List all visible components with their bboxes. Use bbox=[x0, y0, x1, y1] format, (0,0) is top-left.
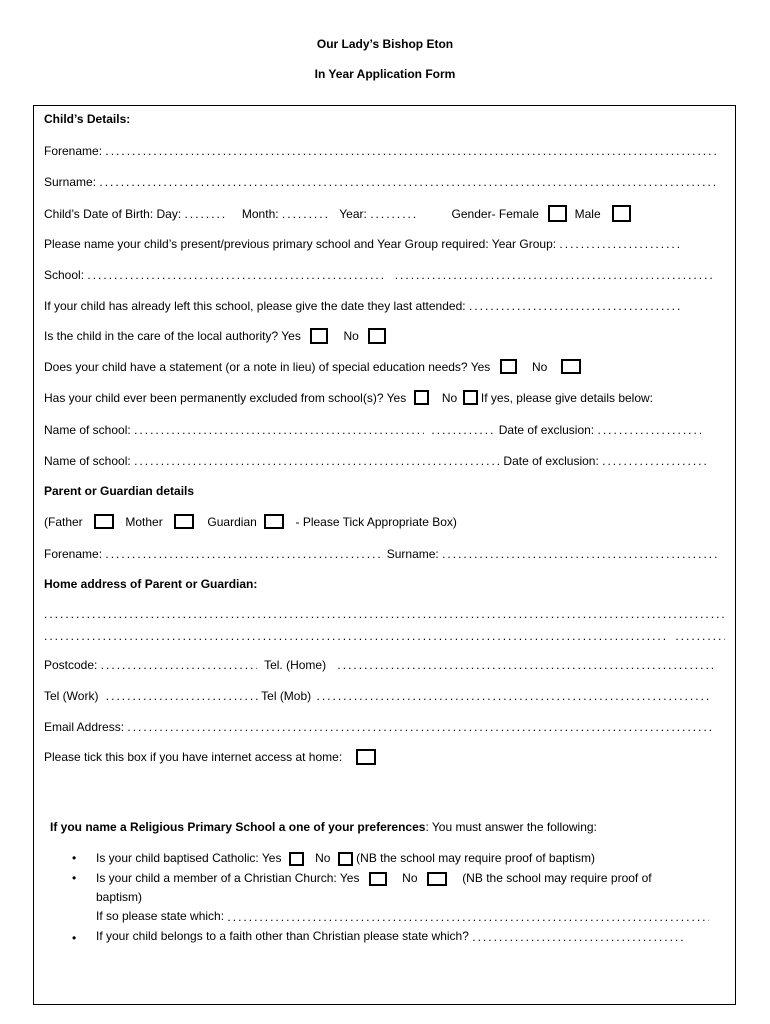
excluded-no-label: No bbox=[441, 390, 458, 405]
exclusion-row-2 bbox=[44, 452, 726, 469]
child-surname-field[interactable] bbox=[99, 174, 715, 190]
child-forename-field[interactable] bbox=[105, 143, 717, 159]
tel-mob-field[interactable] bbox=[317, 688, 711, 704]
excluded-question: Has your child ever been permanently excluded from school(s)? Yes bbox=[44, 390, 407, 405]
internet-checkbox[interactable] bbox=[356, 749, 376, 765]
care-yes-checkbox[interactable] bbox=[310, 328, 328, 344]
school-field-continued[interactable] bbox=[395, 267, 713, 283]
parent-surname-label: Surname: bbox=[386, 546, 439, 561]
guardian-checkbox[interactable] bbox=[264, 514, 284, 529]
christian-note-continued: baptism) bbox=[96, 890, 143, 904]
sen-no-checkbox[interactable] bbox=[561, 359, 581, 374]
guardian-label: Guardian bbox=[207, 514, 257, 529]
exclusion-row-1 bbox=[44, 421, 726, 438]
father-label: (Father bbox=[44, 514, 83, 529]
baptised-no-checkbox[interactable] bbox=[338, 852, 353, 866]
childs-details-heading: Child’s Details: bbox=[44, 112, 131, 126]
bullet-1: • bbox=[72, 851, 77, 865]
bullet-2: • bbox=[72, 871, 77, 885]
mother-checkbox[interactable] bbox=[174, 514, 194, 529]
address-field-2b[interactable] bbox=[675, 628, 725, 644]
left-school-label: If your child has already left this school, please give the date they last attended: bbox=[44, 298, 466, 313]
baptised-yes-checkbox[interactable] bbox=[289, 852, 304, 866]
tel-home-field[interactable] bbox=[337, 657, 717, 673]
other-faith-row bbox=[96, 928, 726, 945]
email-field[interactable] bbox=[127, 719, 713, 735]
christian-row bbox=[96, 868, 726, 888]
postcode-row bbox=[44, 656, 726, 673]
excluded-yes-checkbox[interactable] bbox=[414, 390, 429, 405]
school-row bbox=[44, 266, 726, 283]
school-name: Our Lady’s Bishop Eton bbox=[316, 37, 454, 51]
religious-intro-bold: If you name a Religious Primary School a one of your preferences bbox=[50, 819, 426, 834]
child-forename-label: Forename: bbox=[44, 143, 103, 158]
baptised-no-label: No bbox=[315, 851, 331, 865]
christian-state-row bbox=[96, 908, 726, 925]
parent-details-heading: Parent or Guardian details bbox=[44, 484, 195, 498]
dob-month-field[interactable] bbox=[282, 203, 330, 224]
child-forename-row bbox=[44, 142, 726, 159]
tick-appropriate-note: - Please Tick Appropriate Box) bbox=[295, 514, 457, 529]
form-title: In Year Application Form bbox=[314, 67, 456, 81]
sen-yes-checkbox[interactable] bbox=[500, 359, 517, 374]
care-row bbox=[44, 324, 726, 346]
tel-row bbox=[44, 687, 726, 704]
excluded-no-checkbox[interactable] bbox=[463, 390, 478, 405]
sen-row bbox=[44, 355, 726, 377]
child-surname-label: Surname: bbox=[44, 174, 97, 189]
name-of-school-field-2[interactable] bbox=[134, 453, 500, 469]
address-field-1[interactable] bbox=[44, 606, 724, 622]
care-question: Is the child in the care of the local authority? Yes bbox=[44, 328, 301, 343]
name-of-school-label-1: Name of school: bbox=[44, 422, 131, 437]
dob-day-label: Day: bbox=[156, 206, 182, 221]
christian-yes-checkbox[interactable] bbox=[369, 872, 387, 886]
postcode-label: Postcode: bbox=[44, 657, 98, 672]
name-of-school-field-1[interactable] bbox=[134, 422, 424, 438]
year-group-field[interactable] bbox=[559, 236, 679, 252]
date-of-exclusion-label-2: Date of exclusion: bbox=[503, 453, 599, 468]
email-row bbox=[44, 718, 726, 735]
parent-forename-label: Forename: bbox=[44, 546, 103, 561]
christian-no-label: No bbox=[402, 871, 418, 885]
address-line-2 bbox=[44, 627, 726, 644]
tel-work-label: Tel (Work) bbox=[44, 688, 99, 703]
internet-row bbox=[44, 745, 726, 767]
mother-label: Mother bbox=[125, 514, 163, 529]
christian-state-field[interactable] bbox=[227, 909, 709, 925]
religious-intro-rest: : You must answer the following: bbox=[425, 819, 597, 834]
internet-label: Please tick this box if you have internet access at home: bbox=[44, 749, 343, 764]
gender-female-label: Gender- Female bbox=[451, 206, 539, 221]
christian-state-label: If so please state which: bbox=[96, 909, 225, 923]
name-of-school-field-1b[interactable] bbox=[431, 422, 495, 438]
left-school-date-field[interactable] bbox=[469, 298, 683, 314]
date-of-exclusion-label-1: Date of exclusion: bbox=[498, 422, 595, 437]
date-of-exclusion-field-1[interactable] bbox=[597, 422, 701, 438]
dob-row bbox=[44, 202, 726, 224]
excluded-details-note: If yes, please give details below: bbox=[480, 390, 654, 405]
tel-work-field[interactable] bbox=[106, 688, 258, 704]
christian-no-checkbox[interactable] bbox=[427, 872, 447, 886]
dob-label: Child’s Date of Birth: bbox=[44, 206, 154, 221]
father-checkbox[interactable] bbox=[94, 514, 114, 529]
school-label: School: bbox=[44, 267, 85, 282]
other-faith-question: If your child belongs to a faith other than Christian please state which? bbox=[96, 929, 469, 943]
baptised-row bbox=[96, 848, 726, 868]
sen-question: Does your child have a statement (or a note in lieu) of special education needs? Yes bbox=[44, 359, 491, 374]
date-of-exclusion-field-2[interactable] bbox=[602, 453, 706, 469]
gender-male-checkbox[interactable] bbox=[612, 205, 631, 222]
dob-year-label: Year: bbox=[339, 206, 367, 221]
home-address-heading: Home address of Parent or Guardian: bbox=[44, 577, 258, 591]
baptised-question: Is your child baptised Catholic: Yes bbox=[96, 851, 282, 865]
religious-intro bbox=[50, 818, 726, 835]
address-line-1 bbox=[44, 605, 726, 622]
excluded-row bbox=[44, 386, 726, 408]
other-faith-field[interactable] bbox=[472, 929, 686, 945]
baptised-note: (NB the school may require proof of baptism) bbox=[356, 851, 595, 865]
tel-mob-label: Tel (Mob) bbox=[261, 688, 312, 703]
tel-home-label: Tel. (Home) bbox=[264, 657, 327, 672]
email-label: Email Address: bbox=[44, 719, 125, 734]
name-of-school-label-2: Name of school: bbox=[44, 453, 131, 468]
parent-name-row bbox=[44, 545, 726, 562]
left-school-row bbox=[44, 297, 726, 314]
gender-female-checkbox[interactable] bbox=[548, 205, 567, 222]
address-field-2[interactable] bbox=[44, 628, 666, 644]
bullet-3: • bbox=[72, 931, 77, 945]
year-group-row bbox=[44, 235, 726, 252]
dob-day-field[interactable] bbox=[185, 203, 225, 224]
year-group-label: Please name your child’s present/previous primary school and Year Group required: Year Group: bbox=[44, 236, 557, 251]
parent-type-row bbox=[44, 510, 726, 532]
sen-no-label: No bbox=[531, 359, 548, 374]
dob-year-field[interactable] bbox=[370, 203, 418, 224]
child-surname-row bbox=[44, 173, 726, 190]
christian-note: (NB the school may require proof of bbox=[462, 871, 652, 885]
parent-forename-field[interactable] bbox=[105, 546, 383, 562]
care-no-checkbox[interactable] bbox=[368, 328, 386, 344]
care-no-label: No bbox=[343, 328, 359, 343]
christian-question: Is your child a member of a Christian Church: Yes bbox=[96, 871, 360, 885]
parent-surname-field[interactable] bbox=[442, 546, 718, 562]
school-field[interactable] bbox=[87, 267, 387, 283]
postcode-field[interactable] bbox=[101, 657, 257, 673]
gender-male-label: Male bbox=[574, 206, 601, 221]
dob-month-label: Month: bbox=[241, 206, 279, 221]
